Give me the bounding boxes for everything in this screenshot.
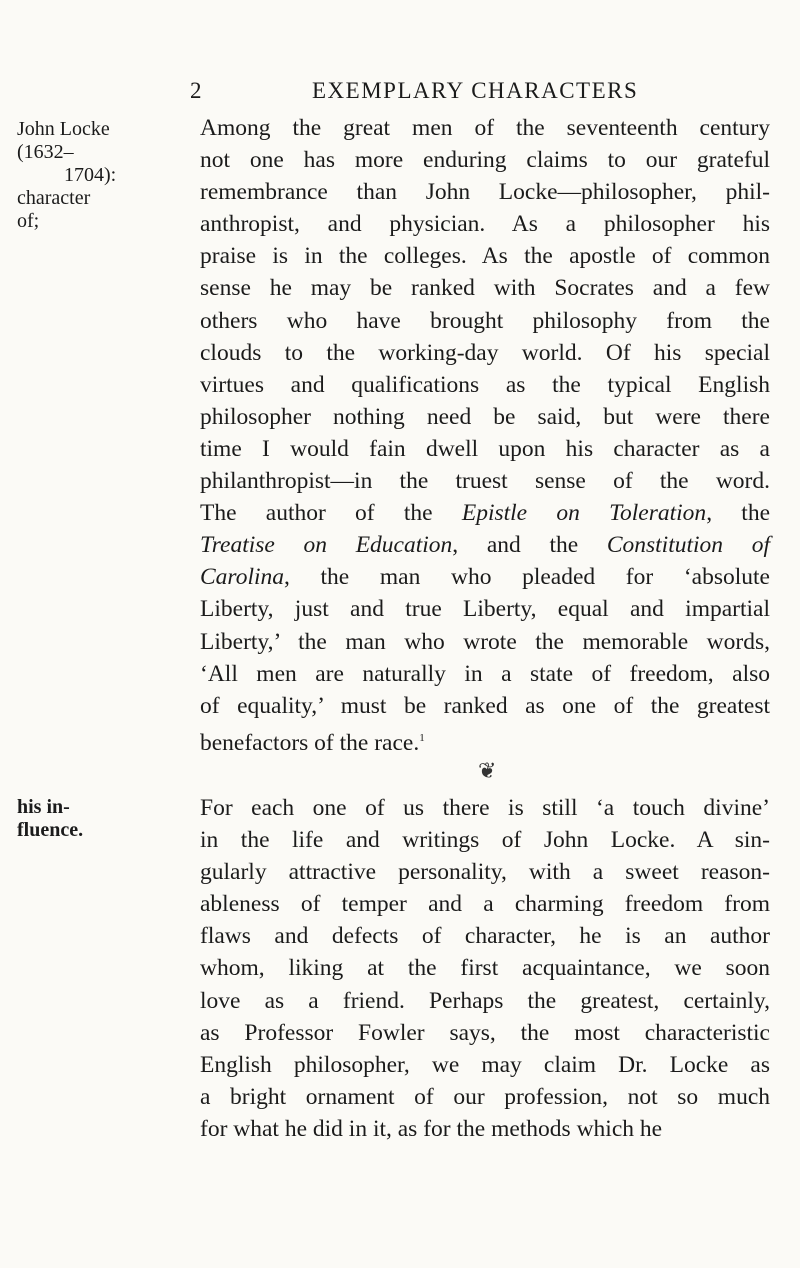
text-line: Among the great men of the seventeenth century <box>200 115 770 141</box>
text-line: whom, liking at the first acquaintance, we soon <box>200 955 770 982</box>
footnote-marker: 1 <box>419 731 425 744</box>
page-number: 2 <box>190 78 203 103</box>
margin-note-line: fluence. <box>17 819 84 841</box>
book-title-treatise: Treatise on Education <box>200 532 453 559</box>
text-line <box>200 722 770 759</box>
paragraph-1 <box>200 112 770 759</box>
text-line: for what he did in it, as for the methods which he <box>200 1115 663 1142</box>
margin-note-locke <box>17 118 182 233</box>
margin-note-line: John Locke <box>17 118 110 140</box>
margin-note-line: character <box>17 187 91 209</box>
text-line <box>200 561 770 593</box>
book-title-constitution: Constitution of <box>606 532 770 559</box>
text-line: ‘All men are naturally in a state of freedom, also <box>200 660 770 687</box>
text-segment: , the man who pleaded for ‘absolute <box>284 564 770 591</box>
text-line: of equality,’ must be ranked as one of the greatest <box>200 692 770 719</box>
text-line <box>200 497 770 529</box>
margin-note-line: 1704): <box>64 164 117 186</box>
text-segment: , the <box>706 500 771 527</box>
paragraph-2 <box>200 792 770 1145</box>
text-line: English philosopher, we may claim Dr. Locke as <box>200 1051 770 1078</box>
running-head: EXEMPLARY CHARACTERS <box>312 78 639 103</box>
text-segment: , and the <box>452 532 607 559</box>
text-line: clouds to the working-day world. Of his special <box>200 339 770 366</box>
margin-note-line: (1632– <box>17 141 74 163</box>
text-line: For each one of us there is still ‘a touch divine’ <box>200 795 770 821</box>
text-segment: benefactors of the race. <box>200 729 420 756</box>
book-title-carolina: Carolina <box>200 564 285 591</box>
text-line: as Professor Fowler says, the most characteristic <box>200 1019 770 1046</box>
margin-note-line: of; <box>17 210 40 232</box>
text-line: philanthropist—in the truest sense of the word. <box>200 468 770 495</box>
text-line: a bright ornament of our profession, not so much <box>200 1083 770 1110</box>
page-header <box>190 78 770 110</box>
text-line: Liberty,’ the man who wrote the memorable words, <box>200 628 770 655</box>
text-segment: The author of the <box>200 500 462 527</box>
text-line <box>200 529 770 561</box>
text-line: Liberty, just and true Liberty, equal and impartial <box>200 596 770 623</box>
text-line: virtues and qualifications as the typical English <box>200 371 770 398</box>
text-line: ableness of temper and a charming freedom from <box>200 891 770 918</box>
text-line: love as a friend. Perhaps the greatest, certainly, <box>200 987 770 1014</box>
margin-note-influence <box>17 796 182 842</box>
text-line: time I would fain dwell upon his character as a <box>200 435 770 462</box>
text-line: sense he may be ranked with Socrates and a few <box>200 275 770 302</box>
book-title-epistle: Epistle on Toleration <box>461 500 707 527</box>
text-line: others who have brought philosophy from the <box>200 307 770 334</box>
text-line: remembrance than John Locke—philosopher, phil- <box>200 179 770 206</box>
text-line: philosopher nothing need be said, but were there <box>200 403 770 430</box>
text-line: gularly attractive personality, with a sweet reason- <box>200 859 770 886</box>
text-line: not one has more enduring claims to our grateful <box>200 147 770 174</box>
text-line: anthropist, and physician. As a philosopher his <box>200 211 770 238</box>
text-line: flaws and defects of character, he is an author <box>200 923 770 950</box>
text-line: in the life and writings of John Locke. A sin- <box>200 827 770 854</box>
text-line: praise is in the colleges. As the apostle of common <box>200 243 770 270</box>
margin-note-line: his in- <box>17 796 70 818</box>
section-ornament: ❦ <box>478 758 497 783</box>
